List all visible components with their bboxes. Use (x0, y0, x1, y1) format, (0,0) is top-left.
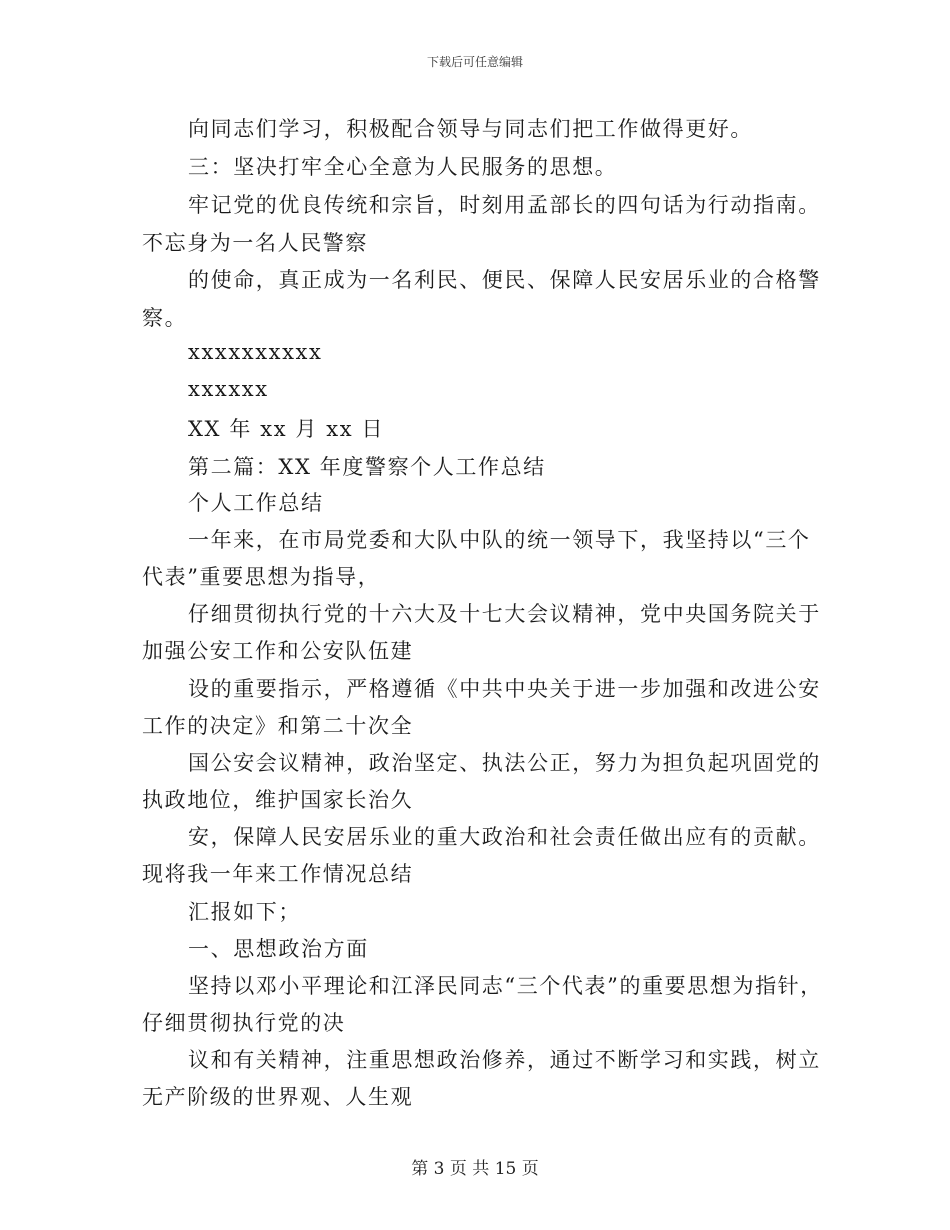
text-line: 的使命，真正成为一名利民、便民、保障人民安居乐业的合格警 (188, 268, 821, 292)
text-line: 向同志们学习，积极配合领导与同志们把工作做得更好。 (188, 117, 753, 141)
text-line: 加强公安工作和公安队伍建 (142, 639, 414, 663)
text-line: 执政地位，维护国家长治久 (142, 788, 414, 812)
signature-org: xxxxxx (188, 377, 269, 401)
text-line: 议和有关精神，注重思想政治修养，通过不断学习和实践，树立 (188, 1048, 821, 1072)
page-header: 下载后可任意编辑 (426, 55, 523, 69)
section-heading: 三：坚决打牢全心全意为人民服务的思想。 (188, 155, 618, 179)
chapter-title: 第二篇：XX 年度警察个人工作总结 (188, 455, 546, 479)
text-line: 一年来，在市局党委和大队中队的统一领导下，我坚持以“三个 (188, 528, 811, 552)
text-line: 代表”重要思想为指导， (142, 565, 381, 589)
signature-name: xxxxxxxxxx (188, 340, 323, 364)
text-line: 察。 (142, 306, 188, 330)
text-line: 安，保障人民安居乐业的重大政治和社会责任做出应有的贡献。 (188, 825, 821, 849)
document-title: 个人工作总结 (188, 491, 324, 515)
text-line: 设的重要指示，严格遵循《中共中央关于进一步加强和改进公安 (188, 677, 821, 701)
text-line: 现将我一年来工作情况总结 (142, 862, 414, 886)
text-line: 坚持以邓小平理论和江泽民同志“三个代表”的重要思想为指针， (188, 974, 823, 998)
text-line: 仔细贯彻执行党的十六大及十七大会议精神，党中央国务院关于 (188, 602, 821, 626)
text-line: 不忘身为一名人民警察 (142, 231, 368, 255)
page-number: 第 3 页 共 15 页 (411, 1159, 539, 1179)
section-heading: 一、思想政治方面 (188, 937, 369, 961)
text-line: 国公安会议精神，政治坚定、执法公正，努力为担负起巩固党的 (188, 751, 821, 775)
text-line: 工作的决定》和第二十次全 (142, 714, 414, 738)
text-line: 牢记党的优良传统和宗旨，时刻用孟部长的四句话为行动指南。 (188, 193, 821, 217)
signature-date: XX 年 xx 月 xx 日 (188, 417, 385, 441)
text-line: 仔细贯彻执行党的决 (142, 1011, 346, 1035)
text-line: 汇报如下； (188, 900, 301, 924)
text-line: 无产阶级的世界观、人生观 (142, 1085, 414, 1109)
